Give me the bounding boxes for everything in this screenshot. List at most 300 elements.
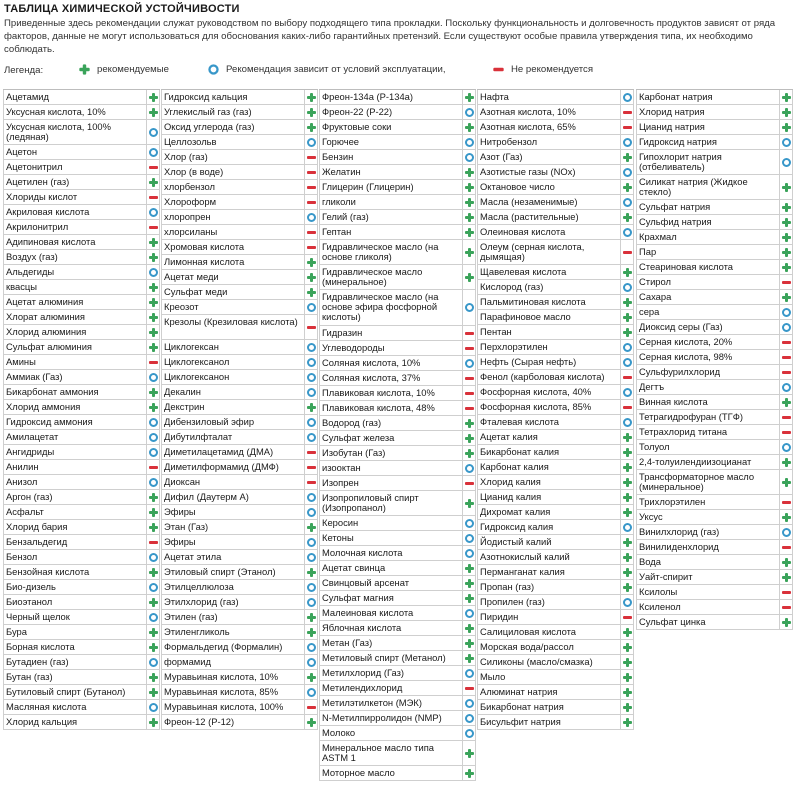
table-row: [161, 640, 318, 655]
rating-cell: [463, 386, 476, 400]
substance-name: Хлорид алюминия: [3, 325, 147, 339]
table-row: [636, 90, 793, 105]
table-row: [636, 615, 793, 630]
plus-icon: [782, 108, 791, 117]
plus-icon: [782, 478, 791, 487]
table-row: [319, 210, 476, 225]
table-row: [3, 550, 160, 565]
table-row: [161, 300, 318, 315]
circle-icon: [782, 383, 791, 392]
legend: [4, 64, 790, 78]
table-row: [319, 766, 476, 781]
plus-icon: [307, 523, 316, 532]
rating-cell: [147, 310, 160, 324]
minus-icon: [493, 64, 503, 74]
table-row: [636, 470, 793, 495]
substance-name: Диметилацетамид (ДМА): [161, 445, 305, 459]
rating-cell: [147, 625, 160, 639]
rating-cell: [780, 245, 793, 259]
table-row: [161, 180, 318, 195]
substance-name: Креозот: [161, 300, 305, 314]
rating-cell: [147, 385, 160, 399]
table-row: [636, 510, 793, 525]
circle-icon: [307, 303, 316, 312]
substance-name: Гидроксид калия: [477, 520, 621, 534]
substance-name: Фталевая кислота: [477, 415, 621, 429]
circle-icon: [307, 493, 316, 502]
plus-icon: [623, 688, 632, 697]
substance-name: Этиловый спирт (Этанол): [161, 565, 305, 579]
legend-recommended: [80, 64, 169, 75]
substance-name: Тетрахлорид титана: [636, 425, 780, 439]
substance-name: Ацетат алюминия: [3, 295, 147, 309]
substance-name: Этан (Газ): [161, 520, 305, 534]
substance-name: Парафиновое масло: [477, 310, 621, 324]
rating-cell: [621, 640, 634, 654]
plus-icon: [149, 253, 158, 262]
rating-cell: [463, 225, 476, 239]
rating-cell: [305, 180, 318, 194]
table-row: [477, 240, 634, 265]
rating-cell: [147, 325, 160, 339]
substance-name: Серная кислота, 20%: [636, 335, 780, 349]
rating-cell: [147, 370, 160, 384]
table-row: [477, 670, 634, 685]
substance-name: Перманганат калия: [477, 565, 621, 579]
minus-icon: [465, 329, 474, 338]
substance-name: Дифил (Даутерм А): [161, 490, 305, 504]
table-row: [161, 135, 318, 150]
table-column: [161, 89, 318, 730]
circle-icon: [623, 138, 632, 147]
plus-icon: [465, 168, 474, 177]
rating-cell: [463, 356, 476, 370]
substance-name: Дихромат калия: [477, 505, 621, 519]
substance-name: Гидравлическое масло (на основе эфира фосфорной кислоты): [319, 290, 463, 325]
circle-icon: [307, 508, 316, 517]
table-row: [319, 576, 476, 591]
circle-icon: [782, 528, 791, 537]
table-row: [161, 595, 318, 610]
rating-cell: [463, 401, 476, 415]
substance-name: Бура: [3, 625, 147, 639]
table-row: [319, 401, 476, 416]
substance-name: Диоксид серы (Газ): [636, 320, 780, 334]
rating-cell: [305, 150, 318, 164]
table-row: [319, 290, 476, 326]
rating-cell: [147, 220, 160, 234]
rating-cell: [780, 275, 793, 289]
rating-cell: [305, 285, 318, 299]
rating-cell: [147, 280, 160, 294]
substance-name: Трансформаторное масло (минеральное): [636, 470, 780, 494]
substance-name: Сульфат железа: [319, 431, 463, 445]
substance-name: N-Метилпирролидон (NMP): [319, 711, 463, 725]
circle-icon: [465, 714, 474, 723]
substance-name: Пар: [636, 245, 780, 259]
rating-cell: [780, 425, 793, 439]
table-row: [3, 105, 160, 120]
rating-cell: [463, 621, 476, 635]
substance-name: Винилхлорид (газ): [636, 525, 780, 539]
minus-icon: [782, 368, 791, 377]
plus-icon: [149, 508, 158, 517]
circle-icon: [307, 358, 316, 367]
substance-name: Этилен (газ): [161, 610, 305, 624]
plus-icon: [623, 493, 632, 502]
table-row: [636, 495, 793, 510]
substance-name: Гептан: [319, 225, 463, 239]
table-row: [3, 580, 160, 595]
table-row: [636, 365, 793, 380]
circle-icon: [149, 208, 158, 217]
minus-icon: [307, 448, 316, 457]
substance-name: Винилиденхлорид: [636, 540, 780, 554]
table-row: [477, 90, 634, 105]
rating-cell: [780, 555, 793, 569]
legend-not-recommended: [494, 64, 593, 75]
table-row: [3, 655, 160, 670]
substance-name: Бензин: [319, 150, 463, 164]
substance-name: Ацетонитрил: [3, 160, 147, 174]
rating-cell: [780, 570, 793, 584]
table-row: [636, 395, 793, 410]
plus-icon: [782, 218, 791, 227]
circle-icon: [782, 158, 791, 167]
table-row: [477, 685, 634, 700]
rating-cell: [463, 726, 476, 740]
circle-icon: [149, 433, 158, 442]
minus-icon: [149, 223, 158, 232]
table-row: [3, 370, 160, 385]
table-row: [3, 205, 160, 220]
table-row: [161, 610, 318, 625]
substance-name: Гидроксид кальция: [161, 90, 305, 104]
table-row: [477, 165, 634, 180]
substance-name: Керосин: [319, 516, 463, 530]
plus-icon: [465, 123, 474, 132]
table-row: [636, 230, 793, 245]
circle-icon: [307, 538, 316, 547]
table-row: [477, 195, 634, 210]
substance-name: хлорсиланы: [161, 225, 305, 239]
plus-icon: [782, 263, 791, 272]
table-row: [3, 220, 160, 235]
plus-icon: [623, 568, 632, 577]
rating-cell: [305, 685, 318, 699]
rating-cell: [621, 210, 634, 224]
rating-cell: [463, 606, 476, 620]
substance-name: Этилцеллюлоза: [161, 580, 305, 594]
rating-cell: [147, 580, 160, 594]
table-row: [477, 325, 634, 340]
substance-name: Муравьиная кислота, 10%: [161, 670, 305, 684]
substance-name: Сульфат магния: [319, 591, 463, 605]
rating-cell: [621, 385, 634, 399]
table-row: [161, 475, 318, 490]
rating-cell: [305, 550, 318, 564]
rating-cell: [621, 225, 634, 239]
table-row: [161, 340, 318, 355]
circle-icon: [307, 138, 316, 147]
rating-cell: [147, 175, 160, 189]
table-row: [161, 490, 318, 505]
table-row: [319, 666, 476, 681]
rating-cell: [147, 340, 160, 354]
table-row: [3, 145, 160, 160]
plus-icon: [623, 718, 632, 727]
circle-icon: [307, 373, 316, 382]
minus-icon: [782, 588, 791, 597]
plus-icon: [149, 403, 158, 412]
substance-name: Лимонная кислота: [161, 255, 305, 269]
legend-depends-label: Рекомендация зависит от условий эксплуатации,: [226, 64, 446, 75]
table-row: [161, 315, 318, 340]
substance-name: Нафта: [477, 90, 621, 104]
plus-icon: [782, 233, 791, 242]
rating-cell: [147, 250, 160, 264]
table-row: [3, 400, 160, 415]
rating-cell: [305, 670, 318, 684]
circle-icon: [208, 64, 218, 74]
rating-cell: [621, 90, 634, 104]
rating-cell: [463, 195, 476, 209]
table-row: [161, 385, 318, 400]
table-row: [161, 105, 318, 120]
rating-cell: [621, 135, 634, 149]
table-row: [477, 400, 634, 415]
table-row: [319, 195, 476, 210]
rating-cell: [621, 105, 634, 119]
substance-name: Формальдегид (Формалин): [161, 640, 305, 654]
substance-name: Альдегиды: [3, 265, 147, 279]
table-row: [319, 120, 476, 135]
substance-name: Углеводороды: [319, 341, 463, 355]
substance-name: Диоксан: [161, 475, 305, 489]
substance-name: Соляная кислота, 10%: [319, 356, 463, 370]
substance-name: Масляная кислота: [3, 700, 147, 714]
minus-icon: [465, 404, 474, 413]
table-row: [636, 350, 793, 365]
minus-icon: [307, 243, 316, 252]
table-row: [319, 741, 476, 766]
circle-icon: [623, 228, 632, 237]
substance-name: Ацетон: [3, 145, 147, 159]
rating-cell: [463, 766, 476, 780]
table-row: [319, 621, 476, 636]
rating-cell: [147, 120, 160, 144]
rating-cell: [463, 446, 476, 460]
substance-name: Пропилен (газ): [477, 595, 621, 609]
table-row: [161, 210, 318, 225]
plus-icon: [307, 568, 316, 577]
table-row: [477, 490, 634, 505]
table-row: [636, 200, 793, 215]
table-row: [477, 355, 634, 370]
substance-name: Гелий (газ): [319, 210, 463, 224]
plus-icon: [307, 673, 316, 682]
substance-name: Вода: [636, 555, 780, 569]
rating-cell: [463, 326, 476, 340]
table-row: [319, 491, 476, 516]
plus-icon: [623, 463, 632, 472]
plus-icon: [149, 493, 158, 502]
substance-name: Бутан (газ): [3, 670, 147, 684]
minus-icon: [307, 168, 316, 177]
table-row: [636, 245, 793, 260]
substance-name: Пальмитиновая кислота: [477, 295, 621, 309]
table-row: [319, 591, 476, 606]
rating-cell: [305, 610, 318, 624]
table-row: [161, 505, 318, 520]
table-row: [319, 225, 476, 240]
table-row: [319, 531, 476, 546]
table-row: [319, 516, 476, 531]
plus-icon: [465, 769, 474, 778]
substance-name: Свинцовый арсенат: [319, 576, 463, 590]
table-row: [3, 120, 160, 145]
rating-cell: [780, 120, 793, 134]
table-row: [161, 270, 318, 285]
rating-cell: [147, 145, 160, 159]
rating-cell: [621, 505, 634, 519]
rating-cell: [463, 546, 476, 560]
table-row: [161, 400, 318, 415]
rating-cell: [621, 655, 634, 669]
table-row: [636, 410, 793, 425]
table-row: [3, 625, 160, 640]
substance-name: Углекислый газ (газ): [161, 105, 305, 119]
plus-icon: [149, 178, 158, 187]
minus-icon: [465, 389, 474, 398]
table-row: [3, 595, 160, 610]
rating-cell: [621, 430, 634, 444]
substance-name: Акриловая кислота: [3, 205, 147, 219]
rating-cell: [305, 385, 318, 399]
plus-icon: [465, 499, 474, 508]
substance-name: Эфиры: [161, 505, 305, 519]
plus-icon: [782, 558, 791, 567]
table-row: [477, 520, 634, 535]
substance-name: Уксус: [636, 510, 780, 524]
substance-name: Бикарбонат аммония: [3, 385, 147, 399]
circle-icon: [782, 308, 791, 317]
substance-name: Ксиленол: [636, 600, 780, 614]
substance-name: Ацетамид: [3, 90, 147, 104]
plus-icon: [465, 624, 474, 633]
plus-icon: [623, 673, 632, 682]
substance-name: Хлорид бария: [3, 520, 147, 534]
plus-icon: [623, 478, 632, 487]
rating-cell: [305, 340, 318, 354]
table-row: [161, 370, 318, 385]
rating-cell: [305, 370, 318, 384]
substance-name: Азотнокислый калий: [477, 550, 621, 564]
table-row: [3, 445, 160, 460]
plus-icon: [623, 183, 632, 192]
circle-icon: [307, 433, 316, 442]
substance-name: Азотистые газы (NOx): [477, 165, 621, 179]
minus-icon: [782, 353, 791, 362]
substance-name: 2,4-толуилендиизоцианат: [636, 455, 780, 469]
plus-icon: [307, 403, 316, 412]
table-row: [3, 475, 160, 490]
circle-icon: [465, 303, 474, 312]
table-row: [319, 356, 476, 371]
substance-name: Адипиновая кислота: [3, 235, 147, 249]
table-row: [636, 105, 793, 120]
rating-cell: [780, 585, 793, 599]
rating-cell: [305, 580, 318, 594]
table-row: [477, 295, 634, 310]
table-row: [161, 415, 318, 430]
minus-icon: [149, 163, 158, 172]
substance-name: Асфальт: [3, 505, 147, 519]
rating-cell: [463, 135, 476, 149]
substance-name: Черный щелок: [3, 610, 147, 624]
rating-cell: [147, 550, 160, 564]
rating-cell: [780, 525, 793, 539]
table-row: [319, 341, 476, 356]
substance-name: Карбонат калия: [477, 460, 621, 474]
substance-name: Силикат натрия (Жидкое стекло): [636, 175, 780, 199]
plus-icon: [149, 93, 158, 102]
table-row: [319, 240, 476, 265]
substance-name: Метилхлорид (Газ): [319, 666, 463, 680]
substance-name: хлоропрен: [161, 210, 305, 224]
rating-cell: [305, 165, 318, 179]
substance-name: Глицерин (Глицерин): [319, 180, 463, 194]
substance-name: Трихлорэтилен: [636, 495, 780, 509]
rating-cell: [305, 565, 318, 579]
substance-name: Муравьиная кислота, 85%: [161, 685, 305, 699]
substance-name: формамид: [161, 655, 305, 669]
substance-name: Малеиновая кислота: [319, 606, 463, 620]
plus-icon: [149, 388, 158, 397]
substance-name: Этилхлорид (газ): [161, 595, 305, 609]
substance-name: Изобутан (Газ): [319, 446, 463, 460]
rating-cell: [621, 685, 634, 699]
table-row: [161, 580, 318, 595]
circle-icon: [623, 598, 632, 607]
plus-icon: [465, 273, 474, 282]
rating-cell: [780, 105, 793, 119]
plus-icon: [149, 643, 158, 652]
table-row: [319, 165, 476, 180]
table-row: [477, 430, 634, 445]
circle-icon: [465, 519, 474, 528]
rating-cell: [621, 400, 634, 414]
plus-icon: [623, 538, 632, 547]
rating-cell: [147, 160, 160, 174]
table-row: [319, 696, 476, 711]
rating-cell: [621, 295, 634, 309]
plus-icon: [465, 449, 474, 458]
page-title: ТАБЛИЦА ХИМИЧЕСКОЙ УСТОЙЧИВОСТИ: [4, 3, 240, 15]
table-row: [161, 565, 318, 580]
circle-icon: [465, 153, 474, 162]
table-row: [161, 445, 318, 460]
substance-name: Хлорид натрия: [636, 105, 780, 119]
substance-name: Хромовая кислота: [161, 240, 305, 254]
table-row: [477, 550, 634, 565]
plus-icon: [623, 268, 632, 277]
substance-name: Перхлорэтилен: [477, 340, 621, 354]
rating-cell: [621, 625, 634, 639]
table-row: [477, 625, 634, 640]
table-row: [3, 190, 160, 205]
rating-cell: [305, 255, 318, 269]
